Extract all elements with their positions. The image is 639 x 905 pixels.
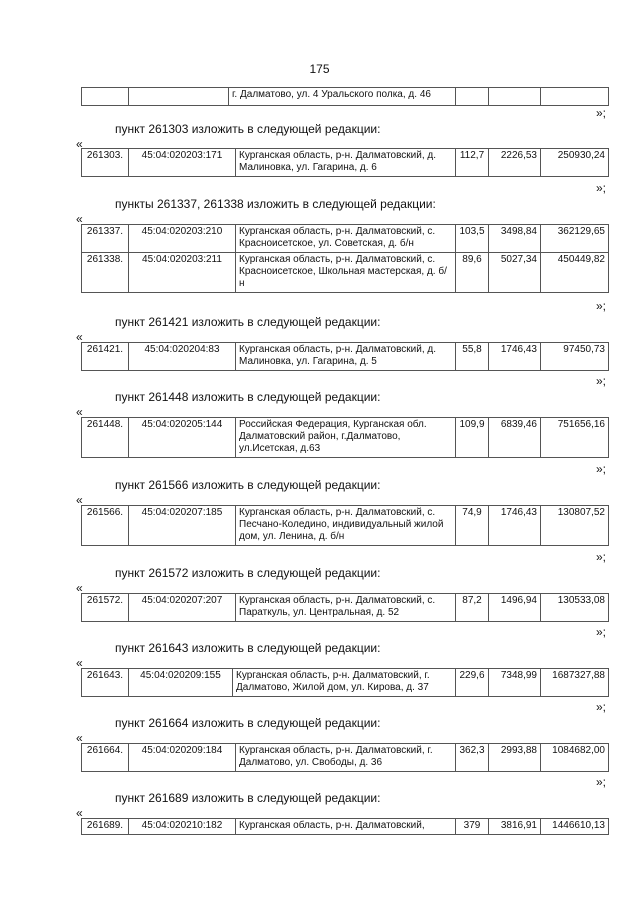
closing-quote: »; xyxy=(596,374,607,388)
cell-num: 261421. xyxy=(82,343,129,371)
table-row xyxy=(82,418,609,458)
cell-address: Курганская область, р-н. Далматовский, с. Параткуль, ул. Центральная, д. 52 xyxy=(236,594,456,622)
cell-cadastral: 45:04:020207:185 xyxy=(129,506,236,546)
cell-price: 3498,84 xyxy=(489,225,541,253)
table-row xyxy=(82,88,609,106)
closing-quote: »; xyxy=(596,775,607,789)
cell-area xyxy=(456,88,489,106)
closing-quote: »; xyxy=(596,106,607,120)
opening-quote: « xyxy=(76,212,83,226)
cell-price: 7348,99 xyxy=(489,669,541,697)
cell-num: 261643. xyxy=(82,669,129,697)
amendment-intro: пункт 261566 изложить в следующей редакции: xyxy=(115,478,381,492)
table-row xyxy=(82,506,609,546)
amendment-intro: пункт 261643 изложить в следующей редакции: xyxy=(115,641,381,655)
cell-cadastral: 45:04:020209:184 xyxy=(129,744,236,772)
cell-num xyxy=(82,88,129,106)
cell-cadastral: 45:04:020204:83 xyxy=(129,343,236,371)
cell-cadastral: 45:04:020203:211 xyxy=(129,253,236,293)
cell-area: 103,5 xyxy=(456,225,489,253)
table-row xyxy=(82,669,609,697)
continuation-table xyxy=(81,87,609,106)
cell-value: 1687327,88 xyxy=(541,669,609,697)
closing-quote: »; xyxy=(596,462,607,476)
cell-num: 261664. xyxy=(82,744,129,772)
cell-address: Курганская область, р-н. Далматовский, xyxy=(236,819,456,835)
amendment-intro: пункт 261303 изложить в следующей редакции: xyxy=(115,122,381,136)
cell-price: 6839,46 xyxy=(489,418,541,458)
closing-quote: »; xyxy=(596,181,607,195)
cell-cadastral: 45:04:020210:182 xyxy=(129,819,236,835)
cell-address: Курганская область, р-н. Далматовский, д. Малиновка, ул. Гагарина, д. 6 xyxy=(236,149,456,177)
cell-cadastral: 45:04:020209:155 xyxy=(129,669,233,697)
cell-area: 55,8 xyxy=(456,343,489,371)
amendment-intro: пункты 261337, 261338 изложить в следующей редакции: xyxy=(115,197,436,211)
closing-quote: »; xyxy=(596,625,607,639)
cell-price: 5027,34 xyxy=(489,253,541,293)
cell-price: 2993,88 xyxy=(489,744,541,772)
cell-cadastral: 45:04:020207:207 xyxy=(129,594,236,622)
table-row xyxy=(82,819,609,835)
amendment-table xyxy=(81,743,609,772)
cell-area: 229,6 xyxy=(456,669,489,697)
cell-area: 74,9 xyxy=(456,506,489,546)
opening-quote: « xyxy=(76,330,83,344)
table-row xyxy=(82,149,609,177)
cell-area: 112,7 xyxy=(456,149,489,177)
cell-address: Российская Федерация, Курганская обл. Далматовский район, г.Далматово, ул.Исетская, д.63 xyxy=(236,418,456,458)
table-row xyxy=(82,225,609,253)
cell-cadastral: 45:04:020203:210 xyxy=(129,225,236,253)
cell-value: 1084682,00 xyxy=(541,744,609,772)
cell-num: 261448. xyxy=(82,418,129,458)
amendment-table xyxy=(81,342,609,371)
cell-area: 379 xyxy=(456,819,489,835)
closing-quote: »; xyxy=(596,550,607,564)
amendment-table xyxy=(81,668,609,697)
cell-cadastral: 45:04:020203:171 xyxy=(129,149,236,177)
closing-quote: »; xyxy=(596,299,607,313)
cell-address: Курганская область, р-н. Далматовский, с. Песчано-Коледино, индивидуальный жилой дом, ул. Ленина, д. б/н xyxy=(236,506,456,546)
table-row xyxy=(82,253,609,293)
cell-num: 261689. xyxy=(82,819,129,835)
cell-value: 130807,52 xyxy=(541,506,609,546)
cell-price: 3816,91 xyxy=(489,819,541,835)
cell-value: 97450,73 xyxy=(541,343,609,371)
cell-num: 261566. xyxy=(82,506,129,546)
cell-value: 362129,65 xyxy=(541,225,609,253)
cell-area: 362,3 xyxy=(456,744,489,772)
cell-price: 1496,94 xyxy=(489,594,541,622)
cell-value: 1446610,13 xyxy=(541,819,609,835)
cell-value: 751656,16 xyxy=(541,418,609,458)
cell-address: Курганская область, р-н. Далматовский, д. Малиновка, ул. Гагарина, д. 5 xyxy=(236,343,456,371)
opening-quote: « xyxy=(76,731,83,745)
page-number: 175 xyxy=(309,62,330,76)
cell-cadastral xyxy=(129,88,229,106)
opening-quote: « xyxy=(76,581,83,595)
cell-price xyxy=(489,88,541,106)
cell-area: 87,2 xyxy=(456,594,489,622)
opening-quote: « xyxy=(76,137,83,151)
opening-quote: « xyxy=(76,405,83,419)
cell-address: Курганская область, р-н. Далматовский, г. Далматово, ул. Свободы, д. 36 xyxy=(236,744,456,772)
opening-quote: « xyxy=(76,656,83,670)
cell-price: 1746,43 xyxy=(489,506,541,546)
cell-address: Курганская область, р-н. Далматовский, с. Красноисетское, ул. Советская, д. б/н xyxy=(236,225,456,253)
cell-price: 2226,53 xyxy=(489,149,541,177)
opening-quote: « xyxy=(76,806,83,820)
amendment-table xyxy=(81,148,609,177)
opening-quote: « xyxy=(76,493,83,507)
amendment-intro: пункт 261664 изложить в следующей редакции: xyxy=(115,716,381,730)
amendment-table xyxy=(81,593,609,622)
cell-address: Курганская область, р-н. Далматовский, с. Красноисетское, Школьная мастерская, д. б/н xyxy=(236,253,456,293)
cell-cadastral: 45:04:020205:144 xyxy=(129,418,236,458)
cell-area: 109,9 xyxy=(456,418,489,458)
amendment-intro: пункт 261689 изложить в следующей редакции: xyxy=(115,791,381,805)
cell-value: 450449,82 xyxy=(541,253,609,293)
table-row xyxy=(82,594,609,622)
amendment-intro: пункт 261448 изложить в следующей редакции: xyxy=(115,390,381,404)
amendment-intro: пункт 261572 изложить в следующей редакции: xyxy=(115,566,381,580)
cell-num: 261337. xyxy=(82,225,129,253)
closing-quote: »; xyxy=(596,700,607,714)
cell-num: 261303. xyxy=(82,149,129,177)
cell-area: 89,6 xyxy=(456,253,489,293)
cell-price: 1746,43 xyxy=(489,343,541,371)
table-row xyxy=(82,343,609,371)
amendment-table xyxy=(81,224,609,293)
cell-address: Курганская область, р-н. Далматовский, г. Далматово, Жилой дом, ул. Кирова, д. 37 xyxy=(233,669,456,697)
amendment-intro: пункт 261421 изложить в следующей редакции: xyxy=(115,315,381,329)
table-row xyxy=(82,744,609,772)
amendment-table xyxy=(81,417,609,458)
cell-num: 261572. xyxy=(82,594,129,622)
cell-value: 250930,24 xyxy=(541,149,609,177)
amendment-table xyxy=(81,818,609,835)
cell-address: г. Далматово, ул. 4 Уральского полка, д. 46 xyxy=(229,88,456,106)
cell-num: 261338. xyxy=(82,253,129,293)
cell-value: 130533,08 xyxy=(541,594,609,622)
cell-value xyxy=(541,88,609,106)
amendment-table xyxy=(81,505,609,546)
